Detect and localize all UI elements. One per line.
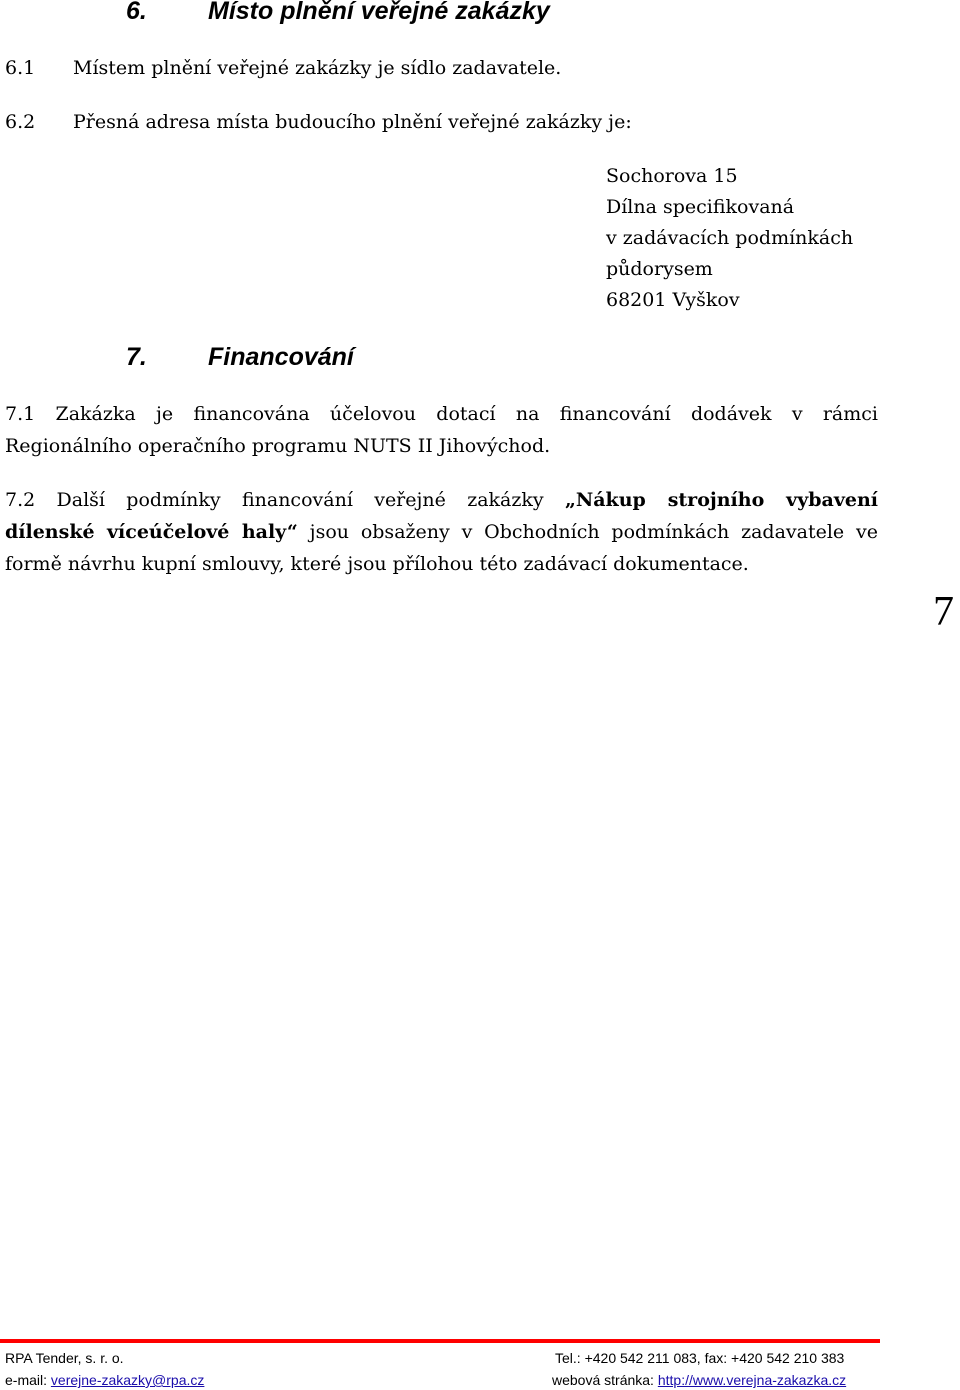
address-line: Dílna specifikovaná [606, 196, 795, 218]
para-6-2-number: 6.2 [5, 111, 36, 133]
footer-email-label: e-mail: [5, 1372, 51, 1388]
address-line: 68201 Vyškov [606, 289, 740, 311]
footer-web-row [552, 1372, 846, 1388]
footer-rule [0, 1339, 880, 1343]
para-6-2-text: Přesná adresa místa budoucího plnění veřejné zakázky je: [73, 111, 632, 133]
address-line: v zadávacích podmínkách [606, 227, 854, 249]
page-number: 7 [933, 589, 954, 635]
para-7-1-line1: 7.1 Zakázka je financována účelovou dotací na financování dodávek v rámci [5, 403, 878, 425]
footer-web-label: webová stránka: [552, 1372, 658, 1388]
footer-email-link[interactable]: verejne-zakazky@rpa.cz [50, 1372, 205, 1388]
para-7-2-line3: formě návrhu kupní smlouvy, které jsou přílohou této zadávací dokumentace. [5, 553, 749, 575]
section-6-title: Místo plnění veřejné zakázky [208, 0, 550, 25]
address-line: půdorysem [606, 258, 713, 280]
footer-company: RPA Tender, s. r. o. [5, 1350, 124, 1366]
para-7-2-text: jsou obsaženy v Obchodních podmínkách zadavatele ve [297, 521, 878, 543]
footer-phone: Tel.: +420 542 211 083, fax: +420 542 210 383 [555, 1350, 845, 1366]
footer-web-link[interactable]: http://www.verejna-zakazka.cz [657, 1372, 847, 1388]
address-block [606, 161, 853, 316]
para-7-2-line1 [5, 489, 878, 511]
footer-email-row [5, 1372, 204, 1388]
para-7-2-text: 7.2 Další podmínky financování veřejné zakázky [5, 489, 565, 511]
section-6-number: 6. [126, 0, 147, 25]
address-line: Sochorova 15 [606, 165, 738, 187]
para-7-2-line2 [5, 521, 878, 543]
para-7-1-line2: Regionálního operačního programu NUTS II Jihovýchod. [5, 435, 551, 457]
tender-name-part2: dílenské víceúčelové haly“ [5, 521, 298, 543]
para-6-1-text: Místem plnění veřejné zakázky je sídlo zadavatele. [73, 57, 562, 79]
section-7-number: 7. [126, 343, 147, 371]
section-7-title: Financování [208, 343, 354, 371]
para-6-1-number: 6.1 [5, 57, 36, 79]
tender-name-part1: „Nákup strojního vybavení [564, 489, 878, 511]
